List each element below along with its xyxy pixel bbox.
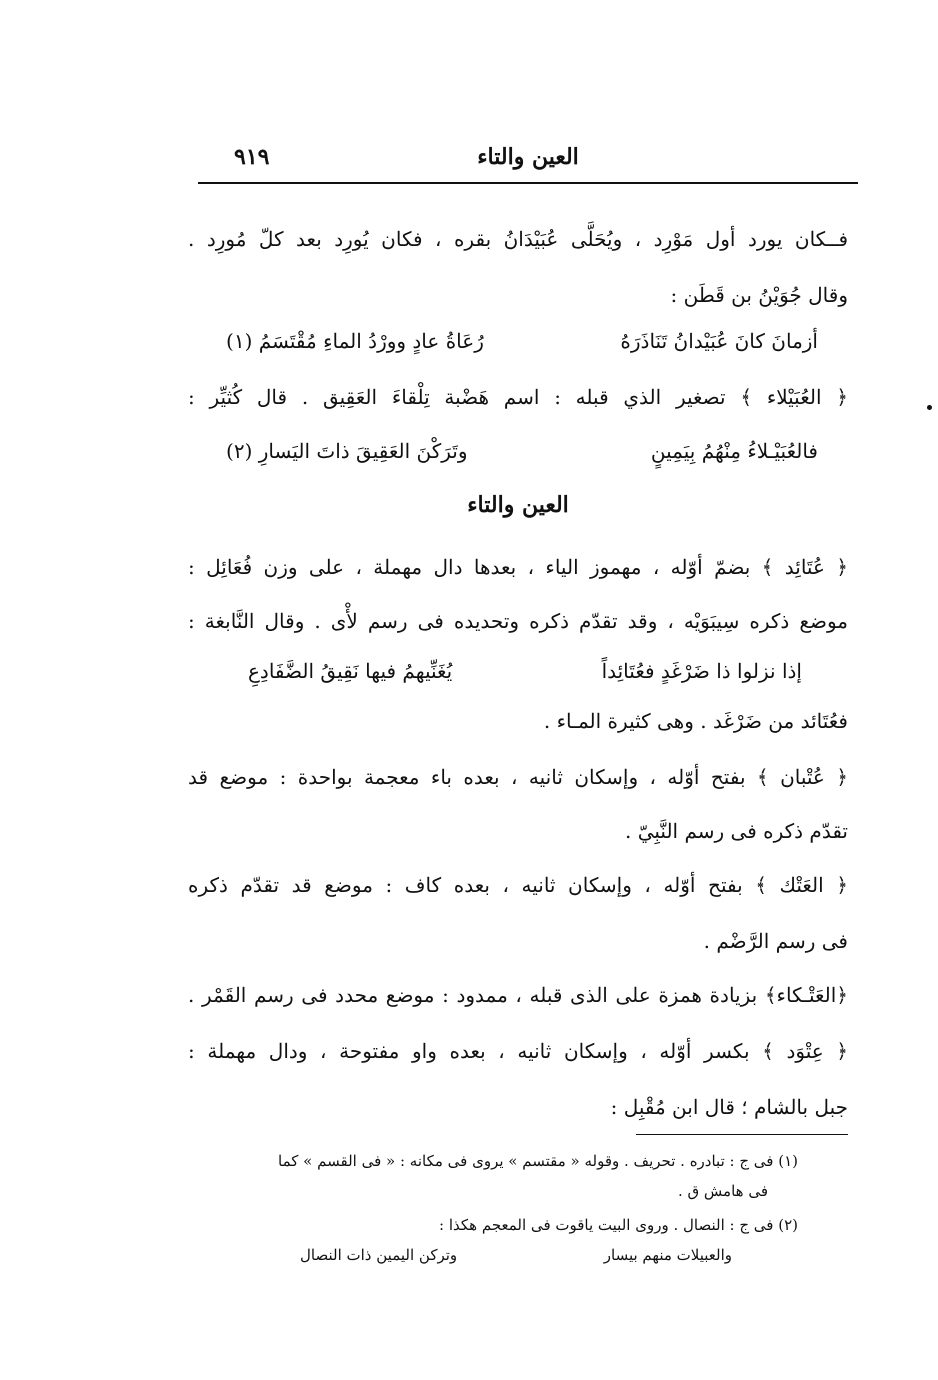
header-rule [198, 182, 858, 184]
text-line: جبل بالشام ؛ قال ابن مُقْبِل : [610, 1095, 848, 1119]
text-line: فعُتَائد من ضَرْغَد . وهى كثيرة المـاء . [543, 709, 848, 733]
footnote-line: (٢) فى ج : النصال . وروى البيت ياقوت فى المعجم هكذا : [439, 1216, 798, 1234]
verse-hemistich-2: رُعَاةُ عادٍ وورْدُ الماءِ مُقْتَسَمُ (١) [226, 329, 484, 353]
text-line: ﴿ عُتْبان ﴾ بفتح أوّله ، وإسكان ثانيه ، بعده باء معجمة بواحدة : موضع قد [188, 765, 848, 789]
text-line: فى رسم الرَّضْم . [703, 929, 848, 953]
footnote-verse-hemistich-2: وتركن اليمين ذات النصال [300, 1246, 458, 1264]
text-line: ﴿ عُتَائِد ﴾ بضمّ أوّله ، مهموز الياء ، بعدها دال مهملة ، على وزن فُعَائِل : [188, 555, 848, 579]
text-line: ﴿ العَتْك ﴾ بفتح أوّله ، وإسكان ثانيه ، بعده كاف : موضع قد تقدّم ذكره [188, 873, 848, 897]
verse-hemistich-2: وتَرَكْنَ العَقِيقَ ذاتَ اليَسارِ (٢) [226, 439, 468, 463]
running-title: العين والتاء [477, 144, 579, 170]
text-line: ﴿العَتْـكاء﴾ بزيادة همزة على الذى قبله ، ممدود : موضع محدد فى رسم القَمْر . [188, 983, 848, 1007]
text-line: ﴿ العُبَيْلاء ﴾ تصغير الذي قبله : اسم هَضْبة تِلْقاءَ العَقِيق . قال كُثيِّر : [188, 385, 848, 409]
text-line: فــكان يورد أول مَوْرِد ، ويُحَلَّى عُبَيْدَانُ بقره ، فكان يُورِد بعد كلّ مُورِد . [188, 227, 848, 251]
section-title: العين والتاء [467, 492, 569, 518]
verse-hemistich-1: إذا نزلوا ذا ضَرْغَدٍ فعُتَائِداً [601, 659, 802, 683]
footnote-verse-hemistich-1: والعبيلات منهم بيسار [603, 1246, 732, 1264]
verse-hemistich-2: يُغَنِّيهمُ فيها نَقِيقُ الضَّفَادِعِ [248, 659, 453, 683]
text-line: وقال جُوَيْنُ بن قَطَن : [670, 283, 848, 307]
text-line: ﴿ عِتْوَد ﴾ بكسر أوّله ، وإسكان ثانيه ، بعده واو مفتوحة ، ودال مهملة : [188, 1039, 848, 1063]
page-header [198, 140, 858, 180]
footnote-line: فى هامش ق . [677, 1182, 768, 1200]
verse-hemistich-1: أزمانَ كانَ عُبَيْدانُ تَنَاذَرَهُ [620, 329, 818, 353]
footnote-line: (١) فى ج : تبادره . تحريف . وقوله « مقتسم » يروى فى مكانه : « فى القسم » كما [278, 1152, 798, 1170]
margin-dot [927, 405, 932, 410]
verse-hemistich-1: فالعُبَيْـلاءُ مِنْهُمُ بِيَمِينٍ [650, 439, 818, 463]
footnote-rule [636, 1134, 848, 1135]
text-line: تقدّم ذكره فى رسم النَّبِيّ . [625, 819, 848, 843]
page-number: ٩١٩ [234, 144, 270, 170]
text-line: موضع ذكره سِيبَوَيْه ، وقد تقدّم ذكره وتحديده فى رسم لأْى . وقال النَّابغة : [188, 609, 848, 633]
